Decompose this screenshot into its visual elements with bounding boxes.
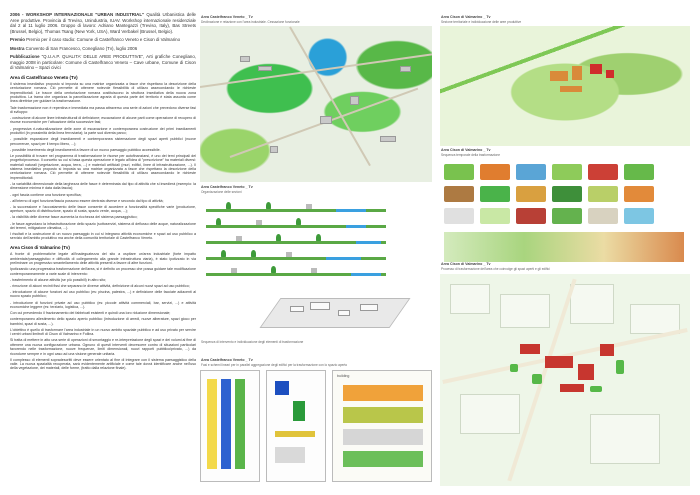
territorial-plan-image [440, 26, 690, 146]
panel1-caption-sub: Declinazione e relazione con l'area industriale. Cessazione funzionale [201, 20, 300, 24]
panel7-caption-sub: Processo di trasformazione dell'area che coinvolge gli spazi aperti e gli edifici [441, 267, 550, 271]
intro-body: Qualità Urbanistica delle Aree produttive. Provincia di Treviso, Unindustria, IUAV. Workshop internazionale residenziale dal 2 al 11 luglio 2006. Gruppo di lavoro: Adriano Mantegazzi (Treviso, Italy), Bas Streets (Brussel, Belgio), Thomas Tsang (New York, USA), Ward Verbakel (Brussel, Belgio). [10, 12, 196, 34]
body-paragraph: Con cui prevedendo il frazionamento dei fabbricati esistenti e quindi una loro riduzione dimensionale; [10, 311, 171, 316]
intro-paragraph [10, 12, 196, 34]
panel6-caption-title: Area Cison di Valmarino _ Tv [441, 148, 491, 152]
premio-body: Premio per il caso studio: Comune di Castelfranco Veneto e Cison di Valmarino [26, 37, 181, 42]
body-paragraph: - la visibilità delle diverse fasce aumenta la ricchezza del sistema paesaggistico; [10, 215, 138, 220]
premio-label: Premio [10, 37, 25, 42]
panel5-caption-sub: Sezione territoriale e individuazione delle aree produttive [441, 20, 522, 24]
text-column [10, 12, 196, 488]
phase-boards [200, 370, 432, 485]
sections-diagram [200, 196, 432, 292]
body-paragraph: A fronte di problematiche legate all'inadeguatezza del sito a ospitare un'area industriale (forte impatto ambientale/paesaggistico e difficoltà di collegamento alla grande infrastruttura viaria), è stato ipotizzato in via preliminare un progressivo smantellamento delle attività presenti a favore di altre funzioni. [10, 252, 196, 265]
panel3-caption-sub: Sequenza di intervento e individuazione degli elementi di trasformazione [201, 340, 304, 344]
body-paragraph: Tale trasformazione non è repentina e immediata ma passa attraverso una serie di azioni che prevedono diverse fasi di sviluppo: [10, 105, 196, 114]
body-paragraph: - introduzione di funzioni private ad uso pubblico (es: piccole attività commerciali, bar, servizi, ...) e attività economiche leggere (es: terziario, logistica, ...). [10, 300, 196, 309]
pubblicazione-body: "Q.U.A.P. QUALITA' DELLE AREE PRODUTTIVE", Arti grafiche Conegliano, maggio 2008 in particolare: Comune di Castelfranco Veneto – Cave urbane, Comune di Cison di Valmarino – Spazi civici [10, 54, 196, 70]
body-paragraph: - introduzione di alcune funzioni ad uso pubblico (es: piscina, palestra, ...) e definizione delle facciate adiacenti al nuovo spazio pubblico; [10, 290, 196, 299]
transformation-map-image [440, 274, 690, 486]
body-paragraph: - trasferimento di alcune attività (se più possibili) in altro sito; [10, 277, 107, 282]
panel1-caption-title: Area Castelfranco Veneto _ Tv [201, 15, 253, 19]
body-paragraph: - costruzione di alcune linee infrastrutturali di definizione; escavazione di alcune parti come operazione di recupero di risorse economiche per l'attuazione della successive fasi; [10, 116, 196, 125]
body-paragraph: Le possibilità di trovare nel programma di trasformazione le risorse per autofinanziarsi, è uno dei temi principali del progetto/processo. Il concetto su cui si basa questa operazione è legato all'idea di "prescrizione" ha materiali diversi: materiali naturali (vegetazione, acqua, terra, ...) e materiali artificiali (muri, edifici, linee di infrastrutturazione, ...). Il sistema insediativo proposto si imposta su una matrice organizzata a fasce che rispettano la descrizione della centuriazione romana. Ciò permette di ottenere notevole flessibilità di utilizzo assecondando le richieste imprenditoriali. [10, 153, 196, 180]
mostra-label: Mostra [10, 45, 25, 51]
body-paragraph: contemporaneo allestimento dello spazio aperto pubblico (introduzione di arredi, nuove alberature, spazi gioco per bambini, spazi di sosta, ...). [10, 317, 196, 326]
body-paragraph: - le fasce agevolano la infrastrutturazione dello spazio (sottoservizi, sistema di deflusso delle acque, naturalizzazione dei terreni, mitigazione climatica, ...). [10, 221, 196, 230]
pubblicazione-paragraph [10, 54, 196, 71]
body-paragraph: - progressiva ri-naturalizzazione delle zone di escavazione e contemporanea costruzione dei primi insediamenti produttivi (in prossimità della linea ferroviaria); la parte sud diventa parco; [10, 126, 196, 136]
body-paragraph: - ogni fascia contiene una funzione specifica; [10, 192, 82, 197]
section-title-castelfranco: Area di Castelfranco Veneto (Tv) [10, 74, 78, 80]
section-title-cison: Area Cison di Valmarino (Tv) [10, 244, 70, 250]
aerial-plan-image [200, 26, 432, 182]
panel7-caption-title: Area Cison di Valmarino _ Tv [441, 262, 491, 266]
body-paragraph: L'obiettivo è quello di trasformare l'area industriale in un nuovo ambito spaziale pubblico e ad uso privato per servire i centri urbani limitrofi di Cison di Valmarino e Follina. [10, 327, 196, 337]
panel4-caption-title: Area Castelfranco Veneto _ Tv [201, 358, 253, 362]
panel6-caption-sub: Sequenza temporale della trasformazione [441, 153, 501, 157]
body-paragraph: - possibile inserimento degli insediamenti a favore di un nuovo paesaggio pubblico accessibile. [10, 147, 161, 152]
panel2-caption-title: Area Castelfranco Veneto _ Tv [201, 185, 253, 189]
body-paragraph: - possibile espansione degli insediamenti e contemporanea sistemazione degli spazi aperti pubblici (nuove percorrenze, spazi per il tempo libero, ...); [10, 137, 196, 146]
building-label: building [337, 374, 350, 378]
model-3d-image [250, 292, 422, 336]
mostra-body: Convento di San Francesco, Conegliano (Tv), luglio 2006 [25, 45, 138, 51]
pubblicazione-label: Pubblicazione [10, 54, 40, 59]
body-paragraph: - all'interno di ogni funzione/fascia possono essere dentrata diverse e secondo dal tipo di attività; [10, 198, 164, 203]
temporal-sequence-grid [440, 160, 690, 266]
body-paragraph: I risultati e la costruzione di un nuovo paesaggio in cui si integrano attività economiche e spazi ad uso pubblico a servizio dell'ambito produttivo ma anche della comunità territoriale di Castelfranco Veneto. [10, 232, 196, 241]
body-paragraph: Il sistema insediativo proposto si imposta su una matrice organizzata a fasce che rispettano la descrizione della centuriazione romana. Ciò permette di ottenere notevole flessibilità di utilizzo assecondando le richieste imprenditoriali. Le tracce della centuriazione romana costituiscono la struttura insediativa della nuova zona produttiva. La trama che organizza la parcellizzazione agraria di questa parte del territorio è stata assunta come linea direttrice per guidare la trasformazione. [10, 81, 196, 104]
body-paragraph: Ipotizzando una progressiva trasformazione dell'area, si è definito un processo che possa guidare tale modificazione contemporaneamente a varie scale di intervento: [10, 267, 196, 276]
intro-title: 2006 - WORKSHOP INTERNAZIONALE "URBAN INDUSTRIAL" [10, 12, 145, 17]
mostra-paragraph [10, 46, 196, 52]
premio-paragraph [10, 37, 196, 43]
panel4-caption-sub: Fasi e schemi lineari per in parallel aggregazione degli edifici per la trasformazione con lo spazio aperto [201, 363, 348, 367]
body-paragraph: Si tratta di mettere in atto una serie di operazioni di smontaggio e re-interpretazione degli spazi e dei volumi al fine di ottenere una nuova configurazione urbana. Ognuno di questi interventi decrescere contro di situazioni particolari favorendo nelle trasformazione, nuove frequenze, limiti dimensionali, nuovi rapporti pubblico/privato, ...) da ricondurre sempre e in ogni caso ad una visione generale unitaria. [10, 338, 196, 356]
body-paragraph: - rimozione di alcuni recinti fissi che separano le diverse attività, definizione di alcuni nuovi spazi ad uso pubblico; [10, 283, 190, 288]
body-paragraph: - la successione e l'accostamento delle fasce consente di accedere a funzionalità specifiche varie (produzione, aperture, spazio di distribuzione, spazio di sosta, spazio verde, acqua, ...); [10, 204, 196, 214]
panel2-caption-sub: Organizzazione delle sezioni [201, 190, 242, 194]
panel5-caption-title: Area Cison di Valmarino _ Tv [441, 15, 491, 19]
body-paragraph: - la variabilità dimensionale della larghezza delle fasce è determinata dal tipo di attività che si insedierà (esempio: la dimensione minima è data dalla fascia); [10, 181, 196, 191]
body-paragraph: Il complesso di elementi sopradescritti deve essere orientato al fine di integrare con il sistema paesaggistico della valle. La nuova spazialità recuperata, sarà evidentemente artificiale e come tale dovrà identificare anche nell'uso della vegetazione, dei materiali, delle forme, (tratto dalla relazione finale). [10, 357, 196, 371]
